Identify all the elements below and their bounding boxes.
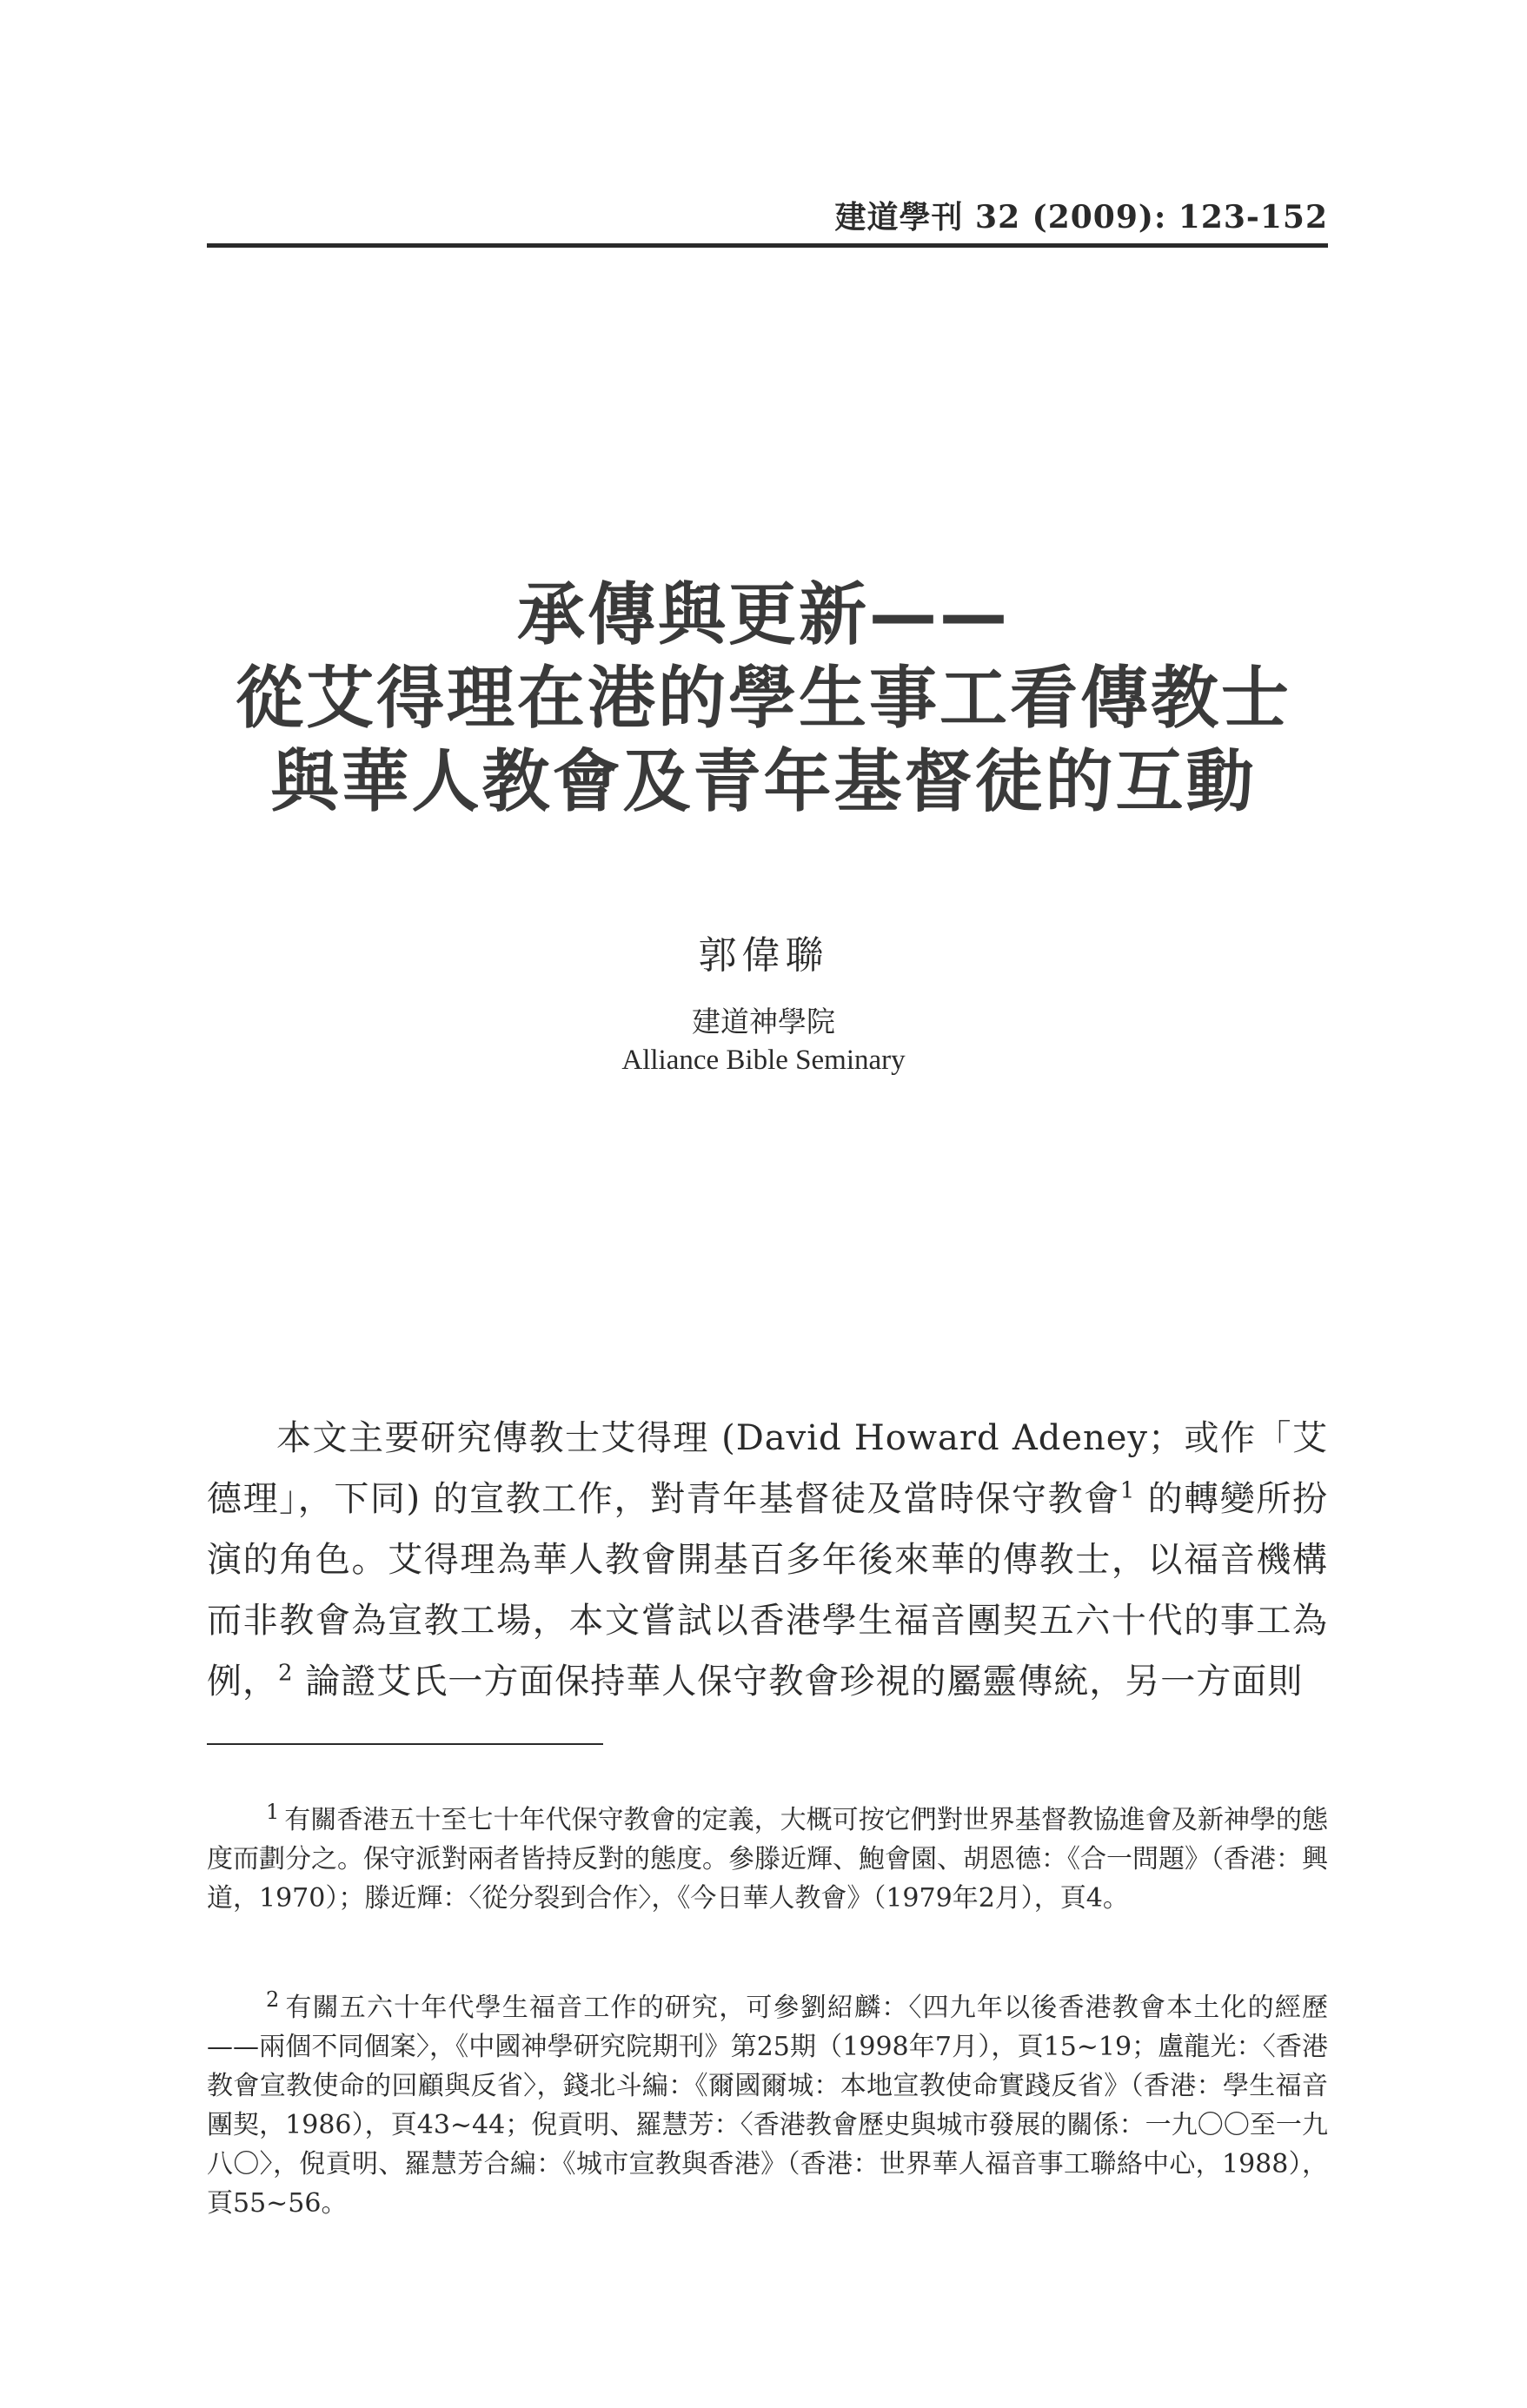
footnote-2: [207, 1988, 1328, 2223]
author-name: 郭偉聯: [698, 933, 829, 978]
running-head: 建道學刊 32 (2009): 123-152: [834, 199, 1328, 235]
abstract-paragraph: [207, 1408, 1328, 1712]
paragraph-text-3: 論證艾氏一方面保持華人保守教會珍視的屬靈傳統，另一方面則: [293, 1662, 1304, 1702]
header-rule: [207, 243, 1328, 248]
title-line-2: 從艾得理在港的學生事工看傳教士: [235, 660, 1291, 738]
article-title: [130, 574, 1397, 824]
title-line-3: 與華人教會及青年基督徒的互動: [270, 743, 1257, 821]
footnote-ref-1[interactable]: 1: [1119, 1477, 1136, 1504]
affiliation-english: Alliance Bible Seminary: [621, 1045, 906, 1076]
footnote-separator: [207, 1743, 603, 1745]
paragraph-text-1: 本文主要研究傳教士艾得理 (David Howard Adeney；或作「艾德理」，下同) 的宣教工作，對青年基督徒及當時保守教會: [207, 1418, 1328, 1519]
footnote-1-number: 1: [266, 1800, 280, 1824]
footnote-2-number: 2: [266, 1987, 280, 2012]
footnote-ref-2[interactable]: 2: [278, 1660, 294, 1687]
title-line-1: 承傳與更新——: [516, 576, 1010, 654]
footnote-2-text: 有關五六十年代學生福音工作的研究，可參劉紹麟：〈四九年以後香港教會本土化的經歷——兩個不同個案〉，《中國神學研究院期刊》第25期（1998年7月），頁15~19；盧龍光：〈香港教會宣教使命的回顧與反省〉，錢北斗編：《爾國爾城：本地宣教使命實踐反省》（香港：學生福音團契，1986），頁43~44；倪貢明、羅慧芳：〈香港教會歷史與城市發展的關係：一九〇〇至一九八〇〉，倪貢明、羅慧芳合編：《城市宣教與香港》（香港：世界華人福音事工聯絡中心，1988），頁55~56。: [207, 1993, 1328, 2219]
footnote-1: [207, 1801, 1328, 1918]
paragraph-text-2: 的轉變所扮演的角色。艾得理為華人教會開基百多年後來華的傳教士，以福音機構而非教會為宣教工場，本文嘗試以香港學生福音團契五六十代的事工為例，: [207, 1479, 1328, 1702]
affiliation-chinese: 建道神學院: [692, 1007, 835, 1038]
footnote-1-text: 有關香港五十至七十年代保守教會的定義，大概可按它們對世界基督教協進會及新神學的態度而劃分之。保守派對兩者皆持反對的態度。參滕近輝、鮑會園、胡恩德：《合一問題》（香港：興道，1970）；滕近輝：〈從分裂到合作〉，《今日華人教會》（1979年2月），頁4。: [207, 1805, 1328, 1914]
